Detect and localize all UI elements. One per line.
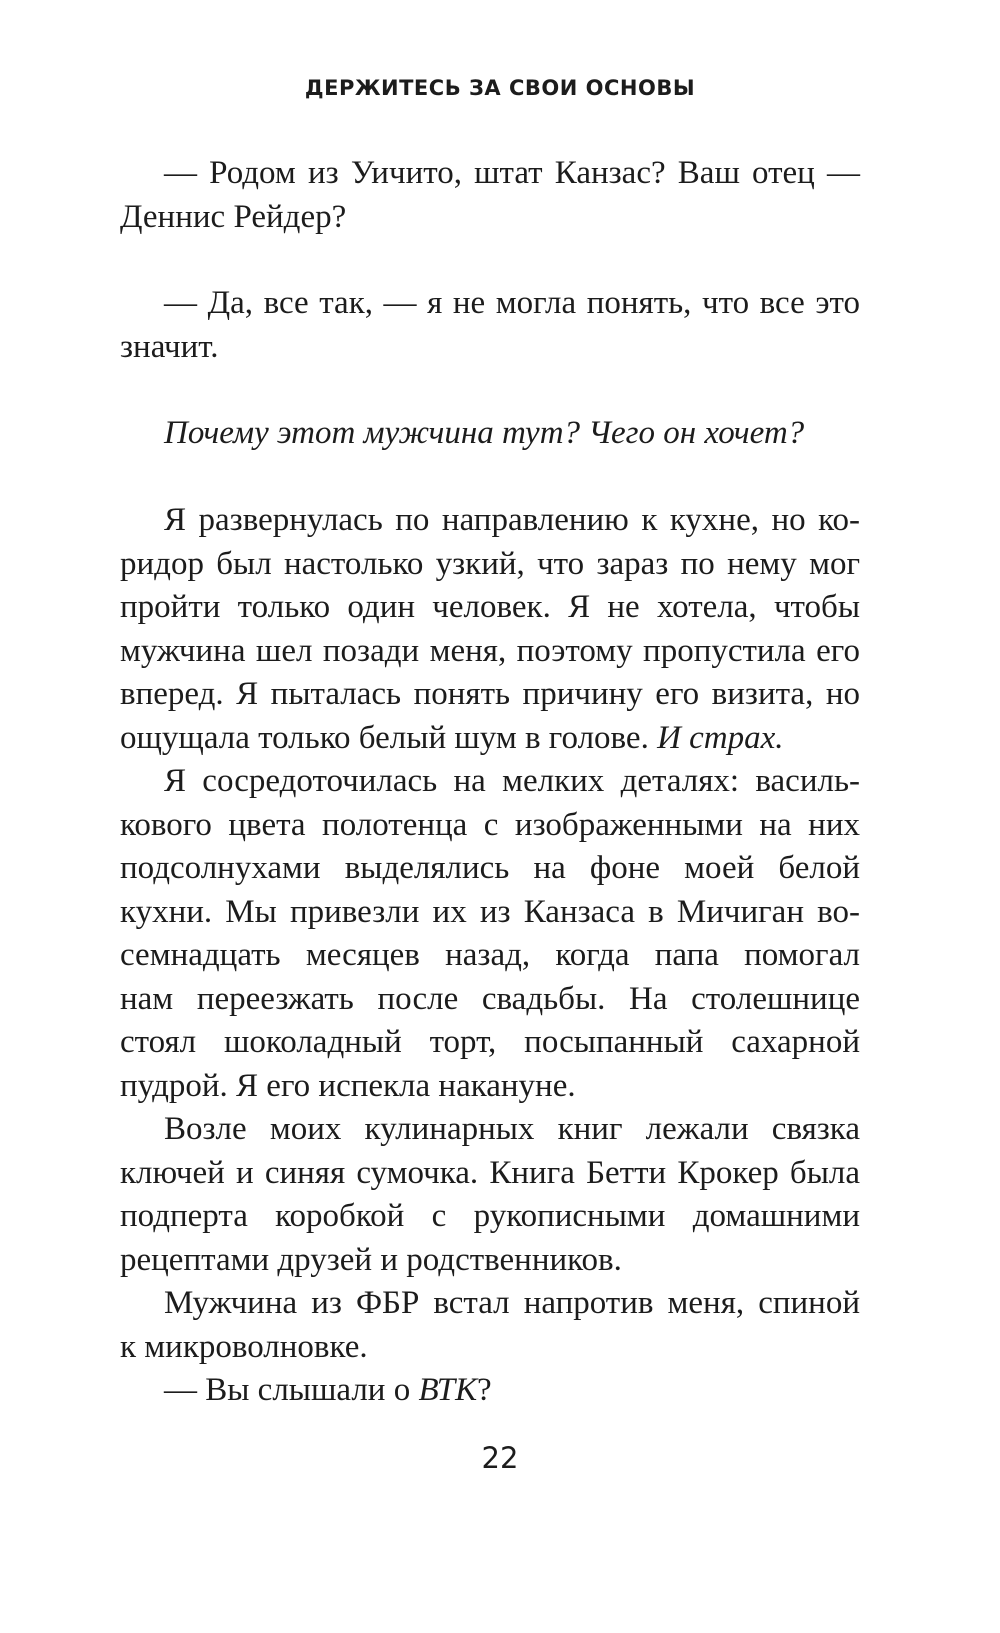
text-line: семнадцать месяцев назад, когда папа помогал [120, 937, 860, 973]
text-line: рецептами друзей и родственников. [120, 1241, 622, 1278]
text-line: пройти только один человек. Я не хотела, чтобы [120, 589, 860, 625]
text-line: ключей и синяя сумочка. Книга Бетти Крокер была [120, 1154, 860, 1191]
text-line: пудрой. Я его испекла накануне. [120, 1067, 576, 1104]
text-line: вперед. Я пыталась понять причину его визита, но [120, 676, 860, 712]
text-line: Я развернулась по направлению к кухне, но ко- [164, 502, 860, 538]
text-line: кового цвета полотенца с изображенными на них [120, 806, 860, 843]
dialogue-block-1 [120, 152, 860, 239]
text-line: Почему этот мужчина тут? Чего он хочет? [164, 415, 805, 451]
text-line: Я сосредоточилась на мелких деталях: василь- [164, 763, 860, 799]
text-line: к микроволновке. [120, 1328, 368, 1365]
page-number: 22 [481, 1441, 519, 1475]
text-line: кухни. Мы привезли их из Канзаса в Мичиган во- [120, 893, 860, 930]
text-line: — Вы слышали о ВТК? [164, 1372, 492, 1408]
text-line: Возле моих кулинарных книг лежали связка [164, 1111, 860, 1147]
text-line: Деннис Рейдер? [120, 198, 347, 235]
text-line: значит. [120, 328, 219, 365]
text-line: нам переезжать после свадьбы. На столешнице [120, 980, 860, 1017]
text-line: — Родом из Уичито, штат Канзас? Ваш отец — [164, 155, 860, 191]
text-line: ридор был настолько узкий, что зараз по нему мог [120, 545, 860, 582]
text-line: мужчина шел позади меня, поэтому пропустила его [120, 632, 860, 669]
text-line: стоял шоколадный торт, посыпанный сахарной [120, 1024, 860, 1060]
text-line: подсолнухами выделялись на фоне моей белой [120, 850, 860, 886]
text-line: ощущала только белый шум в голове. И страх. [120, 719, 784, 756]
dialogue-block-2 [120, 282, 860, 369]
narrative-body [120, 499, 860, 1413]
text-line: Мужчина из ФБР встал напротив меня, спиной [164, 1285, 860, 1321]
running-head: ДЕРЖИТЕСЬ ЗА СВОИ ОСНОВЫ [304, 76, 696, 100]
text-line: — Да, все так, — я не могла понять, что все это [164, 285, 860, 321]
italic-thought [120, 412, 860, 456]
text-line: подперта коробкой с рукописными домашними [120, 1198, 860, 1234]
